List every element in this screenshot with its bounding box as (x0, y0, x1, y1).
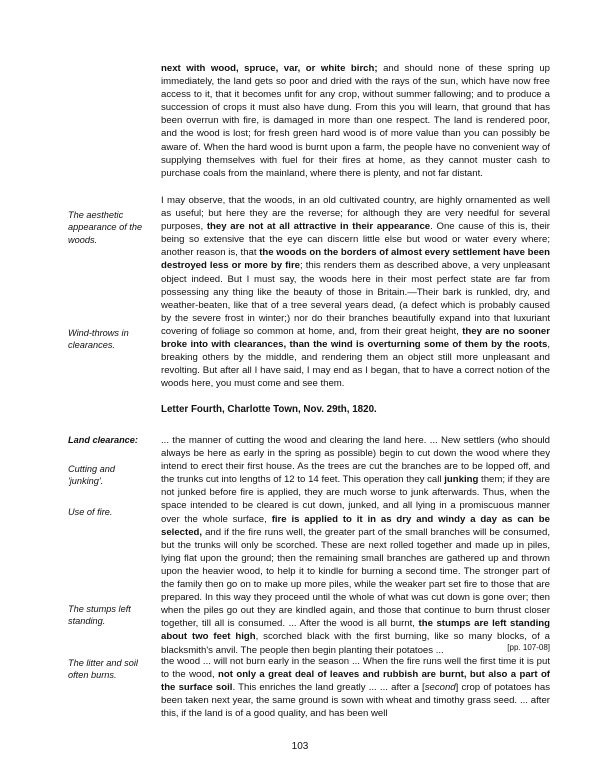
paragraph-4-segment: ] crop of potatoes has been taken next year, the same ground is sown with wheat and timothy grass seed. ... after this, if the land is of a good quality, and has been well (161, 682, 550, 720)
paragraph-3-segment: fire is applied to it in as dry and windy a day as can be selected, (161, 513, 550, 538)
paragraph-1-segment: next with wood, spruce, var, or white birch; (161, 63, 378, 74)
paragraph-2-segment: ; this renders them as described above, a very unpleasant object indeed. But I must say, the woods here in their most perfect state are far from possessing any thing like the beauty of those in Britain.—Their bark is runkled, dry, and weather-beaten, like that of a tree several years dead, (a defect which is probably caused by the severe frost in winter;) nor do their branches beautifully expand into that luxuriant covering of foliage so common at home, and, from their great height, (161, 260, 550, 337)
paragraph-3-segment: junking (444, 474, 479, 486)
paragraph-2-segment: , breaking others by the middle, and rendering them an object still more unpleasant and revolting. But after all I have said, I may end as I began, that to have a correct notion of the woods here, you must come and see them. (161, 339, 550, 390)
margin-note-windthrows: Wind-throws in clearances. (68, 328, 129, 351)
paragraph-4-segment: second (424, 682, 456, 694)
page-reference: [pp. 107-08] (507, 643, 550, 652)
letter-heading: Letter Fourth, Charlotte Town, Nov. 29th, 1820. (161, 404, 377, 415)
margin-note-land-clearance: Land clearance: (68, 435, 138, 445)
paragraph-3-segment: ... the manner of cutting the wood and clearing the land here. ... New settlers (who should always be here as early in the spring as possible) begin to cut down the wood where they intend to erect their first house. As the trees are cut the branches are to be lopped off, and the trunks cut into lengths of 12 to 14 feet. This operation they call (161, 435, 550, 486)
margin-note-litter: The litter and soil often burns. (68, 658, 138, 681)
margin-note-aesthetic: The aesthetic appearance of the woods. (68, 210, 143, 245)
paragraph-4-segment: the wood ... will not burn early in the season ... When the fire runs well the first time it is put to the wood, (161, 656, 550, 681)
paragraph-4-segment: not only a great deal of leaves and rubbish are burnt, but also a part of the surface soil (161, 669, 551, 694)
paragraph-1-segment: and should none of these spring up immediately, the land gets so poor and dried with the rays of the sun, which have now free access to it, that it becomes unfit for any crop, without summer fallowing; and to produce a succession of crops it must also have dung. From this you will learn, that ground that has been overrun with fire, is damaged in more than one respect. The land is rendered poor, and the wood is lost; for fresh green hard wood is of more value than you can possibly be aware of. When the hard wood is burnt upon a farm, the people have no convenient way of supplying themselves with fuel for their fires at home, as they cannot muster cash to purchase coals from the mainland, where there is plenty, and not far distant. (161, 63, 550, 179)
paragraph-2-segment: . One cause of this is, their being so extensive that the eye can discern little else but wood or water every where; another reason is, that (161, 221, 550, 259)
paragraph-3-segment: and if the fire runs well, the greater part of the small branches will be consumed, but the trunks will only be scorched. These are next rolled together and made up in piles, lying flat upon the ground; then the remaining small branches are gathered up and thrown upon the heavier wood, to help it to kindle for burning a second time. The stronger part of the family then go on to make up more piles, while the weaker part set fire to those that are prepared. In this way they proceed until the whole of what was cut down is gone over; then when the piles go out they are kindled again, and those that continue to burn thrust closer together, till all is consumed. ... After the wood is all burnt, (161, 526, 550, 630)
paragraph-3 (161, 434, 550, 657)
paragraph-3-segment: them; if they are not junked before fire is applied, they are much worse to junk afterwards. Thus, when the space intended to be cleared is cut down, junked, and all lying in a promiscuous manner over the whole surface, (161, 474, 550, 525)
paragraph-4-segment: . This enriches the land greatly ... ... after a [ (232, 682, 425, 694)
paragraph-4 (161, 655, 550, 720)
page-number: 103 (291, 741, 309, 752)
margin-note-cutting: Cutting and 'junking'. (68, 464, 115, 487)
paragraph-3-segment: the stumps are left standing about two feet high (161, 618, 550, 643)
paragraph-1 (161, 62, 550, 180)
margin-note-fire: Use of fire. (68, 507, 113, 517)
paragraph-3-segment: , scorched black with the first burning, like so many blocks, of a blacksmith's anvil. The people then begin planting their potatoes ... (161, 631, 550, 656)
paragraph-2-segment: they are no sooner broke into with clearances, than the wind is overturning some of them by the roots (161, 325, 550, 351)
paragraph-2-segment: I may observe, that the woods, in an old cultivated country, are highly ornamented as well as useful; but here they are the reverse; for although they are very needful for several purposes, (161, 195, 550, 233)
paragraph-2-segment: the woods on the borders of almost every settlement have been destroyed less or more by fire (161, 247, 550, 272)
margin-note-stumps: The stumps left standing. (68, 604, 131, 627)
paragraph-2 (161, 194, 550, 390)
paragraph-2-segment: they are not at all attractive in their appearance (206, 221, 431, 233)
